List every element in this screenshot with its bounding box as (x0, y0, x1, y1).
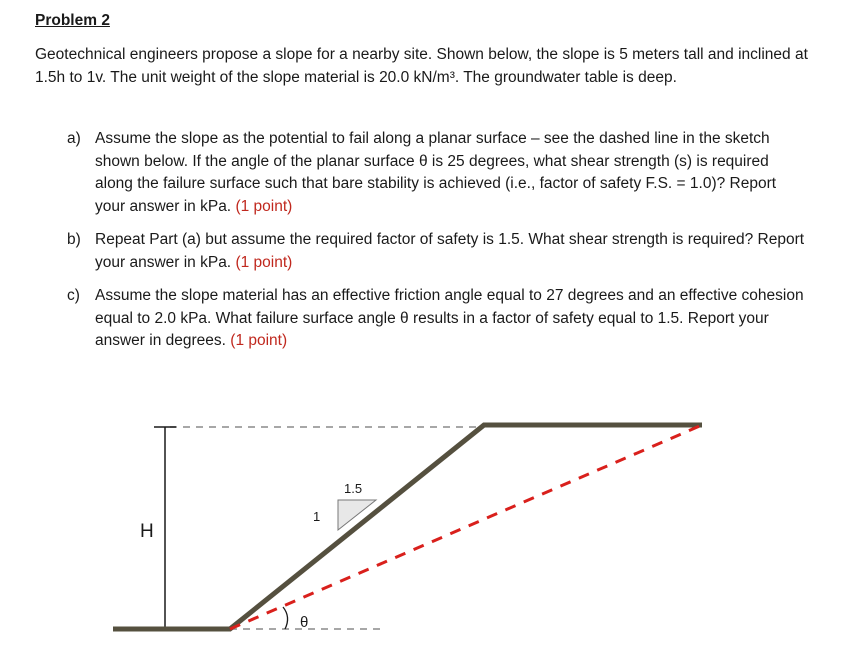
slope-vertical-label: 1 (313, 509, 321, 524)
part-b-text: Repeat Part (a) but assume the required factor of safety is 1.5. What shear strength is required? Report your answer in kPa. (95, 231, 805, 271)
problem-title: Problem 2 (35, 12, 110, 29)
problem-intro: Geotechnical engineers propose a slope for a nearby site. Shown below, the slope is 5 meters tall and inclined at 1.5h to 1v. The unit weight of the slope material is 20.0 kN/m³. The groundwater table is deep. (35, 46, 808, 86)
part-c-label: c) (67, 287, 80, 304)
part-c-points: (1 point) (230, 332, 288, 349)
slope-horizontal-label: 1.5 (344, 481, 363, 496)
angle-label: θ (300, 614, 309, 631)
part-b-label: b) (67, 231, 81, 248)
failure-plane (230, 425, 702, 629)
angle-arc (283, 607, 288, 629)
part-c-text: Assume the slope material has an effective friction angle equal to 27 degrees and an effective cohesion equal to 2.0 kPa. What failure surface angle θ results in a factor of safety equal to 1.5. Report your answer in degrees. (95, 287, 804, 349)
height-label: H (140, 521, 154, 542)
part-a-text: Assume the slope as the potential to fail along a planar surface – see the dashed line in the sketch shown below. If the angle of the planar surface θ is 25 degrees, what shear strength (s) is required along the failure surface such that bare stability is achieved (i.e., factor of safety F.S. = 1.0)? Report your answer in kPa. (95, 130, 777, 215)
part-a-points: (1 point) (235, 197, 293, 215)
part-b-points: (1 point) (235, 253, 293, 271)
ground-profile (113, 425, 702, 629)
part-a-label: a) (67, 130, 81, 147)
